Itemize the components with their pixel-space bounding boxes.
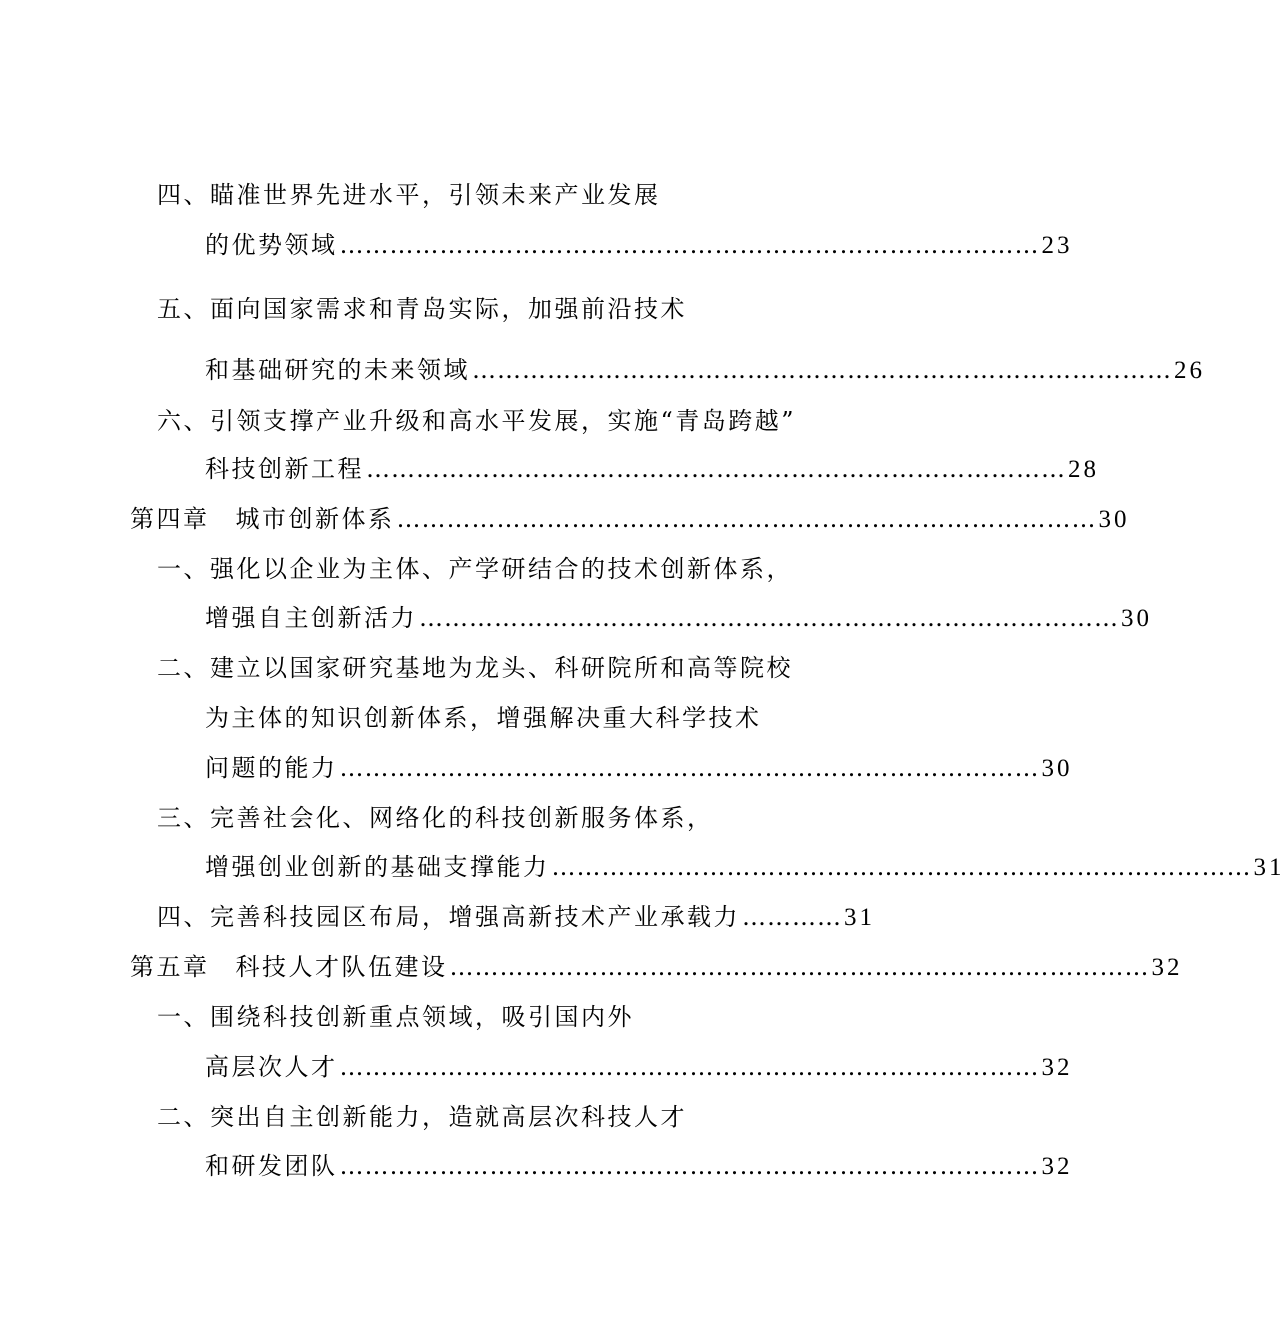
page-number: 23 (1041, 232, 1073, 259)
toc-entry-leader-line (0, 601, 1152, 635)
toc-entry-text: 六、引领支撑产业升级和高水平发展，实施“青岛跨越” (157, 407, 797, 435)
toc-entry-text: 三、完善社会化、网络化的科技创新服务体系， (157, 804, 714, 832)
dot-leader: ………………………………………………………………………… (339, 1152, 1040, 1180)
dot-leader: ………………………………………………………………………… (472, 356, 1172, 384)
dot-leader: ………………………………………………………………………… (449, 953, 1150, 981)
toc-entry-text: 二、建立以国家研究基地为龙头、科研院所和高等院校 (157, 654, 793, 682)
page-number: 31 (1253, 854, 1285, 881)
chapter-number: 第四章 (130, 505, 210, 533)
toc-entry-text: 的优势领域 (205, 231, 338, 259)
dot-leader: ………………………………………………………………………… (419, 604, 1119, 632)
toc-entry-text: 增强自主创新活力 (205, 604, 417, 632)
chapter-title: 城市创新体系 (235, 505, 395, 533)
toc-entry-text: 为主体的知识创新体系，增强解决重大科学技术 (205, 704, 762, 732)
toc-entry-leader-line (0, 751, 1073, 785)
dot-leader: ………………………………………………………………………… (366, 455, 1066, 483)
dot-leader: ………………………………………………………………………… (339, 231, 1040, 259)
page-number: 30 (1041, 755, 1073, 782)
toc-entry-text: 一、围绕科技创新重点领域，吸引国内外 (157, 1003, 634, 1031)
toc-entry-leader-line (0, 900, 950, 934)
toc-entry-text: 增强创业创新的基础支撑能力 (205, 853, 550, 881)
page-number: 31 (844, 904, 875, 931)
toc-entry-leader-line (0, 452, 1099, 486)
toc-entry-leader-line (0, 1050, 1073, 1084)
toc-entry-text: 五、面向国家需求和青岛实际，加强前沿技术 (157, 295, 687, 323)
toc-entry-leader-line (0, 228, 1073, 262)
page-number: 26 (1174, 357, 1205, 384)
page-number: 32 (1041, 1054, 1073, 1081)
dot-leader: ………………………………………………………………………… (339, 1053, 1040, 1081)
toc-entry-text: 和基础研究的未来领域 (205, 356, 470, 384)
toc-entry-text: 高层次人才 (205, 1053, 338, 1081)
toc-entry-text: 二、突出自主创新能力，造就高层次科技人才 (157, 1103, 687, 1131)
toc-entry-text: 四、瞄准世界先进水平，引领未来产业发展 (157, 181, 661, 209)
dot-leader: ………………………………………………………………………… (551, 853, 1252, 881)
page-number: 30 (1121, 605, 1152, 632)
chapter-title: 科技人才队伍建设 (235, 953, 448, 981)
toc-chapter-line (0, 950, 1183, 984)
toc-entry-text: 问题的能力 (205, 754, 338, 782)
toc-entry-text: 一、强化以企业为主体、产学研结合的技术创新体系， (157, 555, 793, 583)
page-number: 28 (1068, 456, 1099, 483)
toc-entry-text: 和研发团队 (205, 1152, 338, 1180)
dot-leader: ………………………………………………………………………… (396, 505, 1097, 533)
toc-entry-leader-line (0, 353, 1205, 387)
toc-entry-text: 四、完善科技园区布局，增强高新技术产业承载力 (157, 903, 740, 931)
toc-entry-text: 科技创新工程 (205, 455, 364, 483)
page-number: 32 (1041, 1153, 1073, 1180)
chapter-number: 第五章 (130, 953, 210, 981)
toc-chapter-line (0, 502, 1130, 536)
dot-leader: ………… (742, 903, 842, 931)
page-number: 30 (1098, 506, 1130, 533)
dot-leader: ………………………………………………………………………… (339, 754, 1040, 782)
toc-entry-leader-line (0, 850, 1285, 884)
toc-entry-leader-line (0, 1149, 1073, 1183)
page-number: 32 (1151, 954, 1183, 981)
